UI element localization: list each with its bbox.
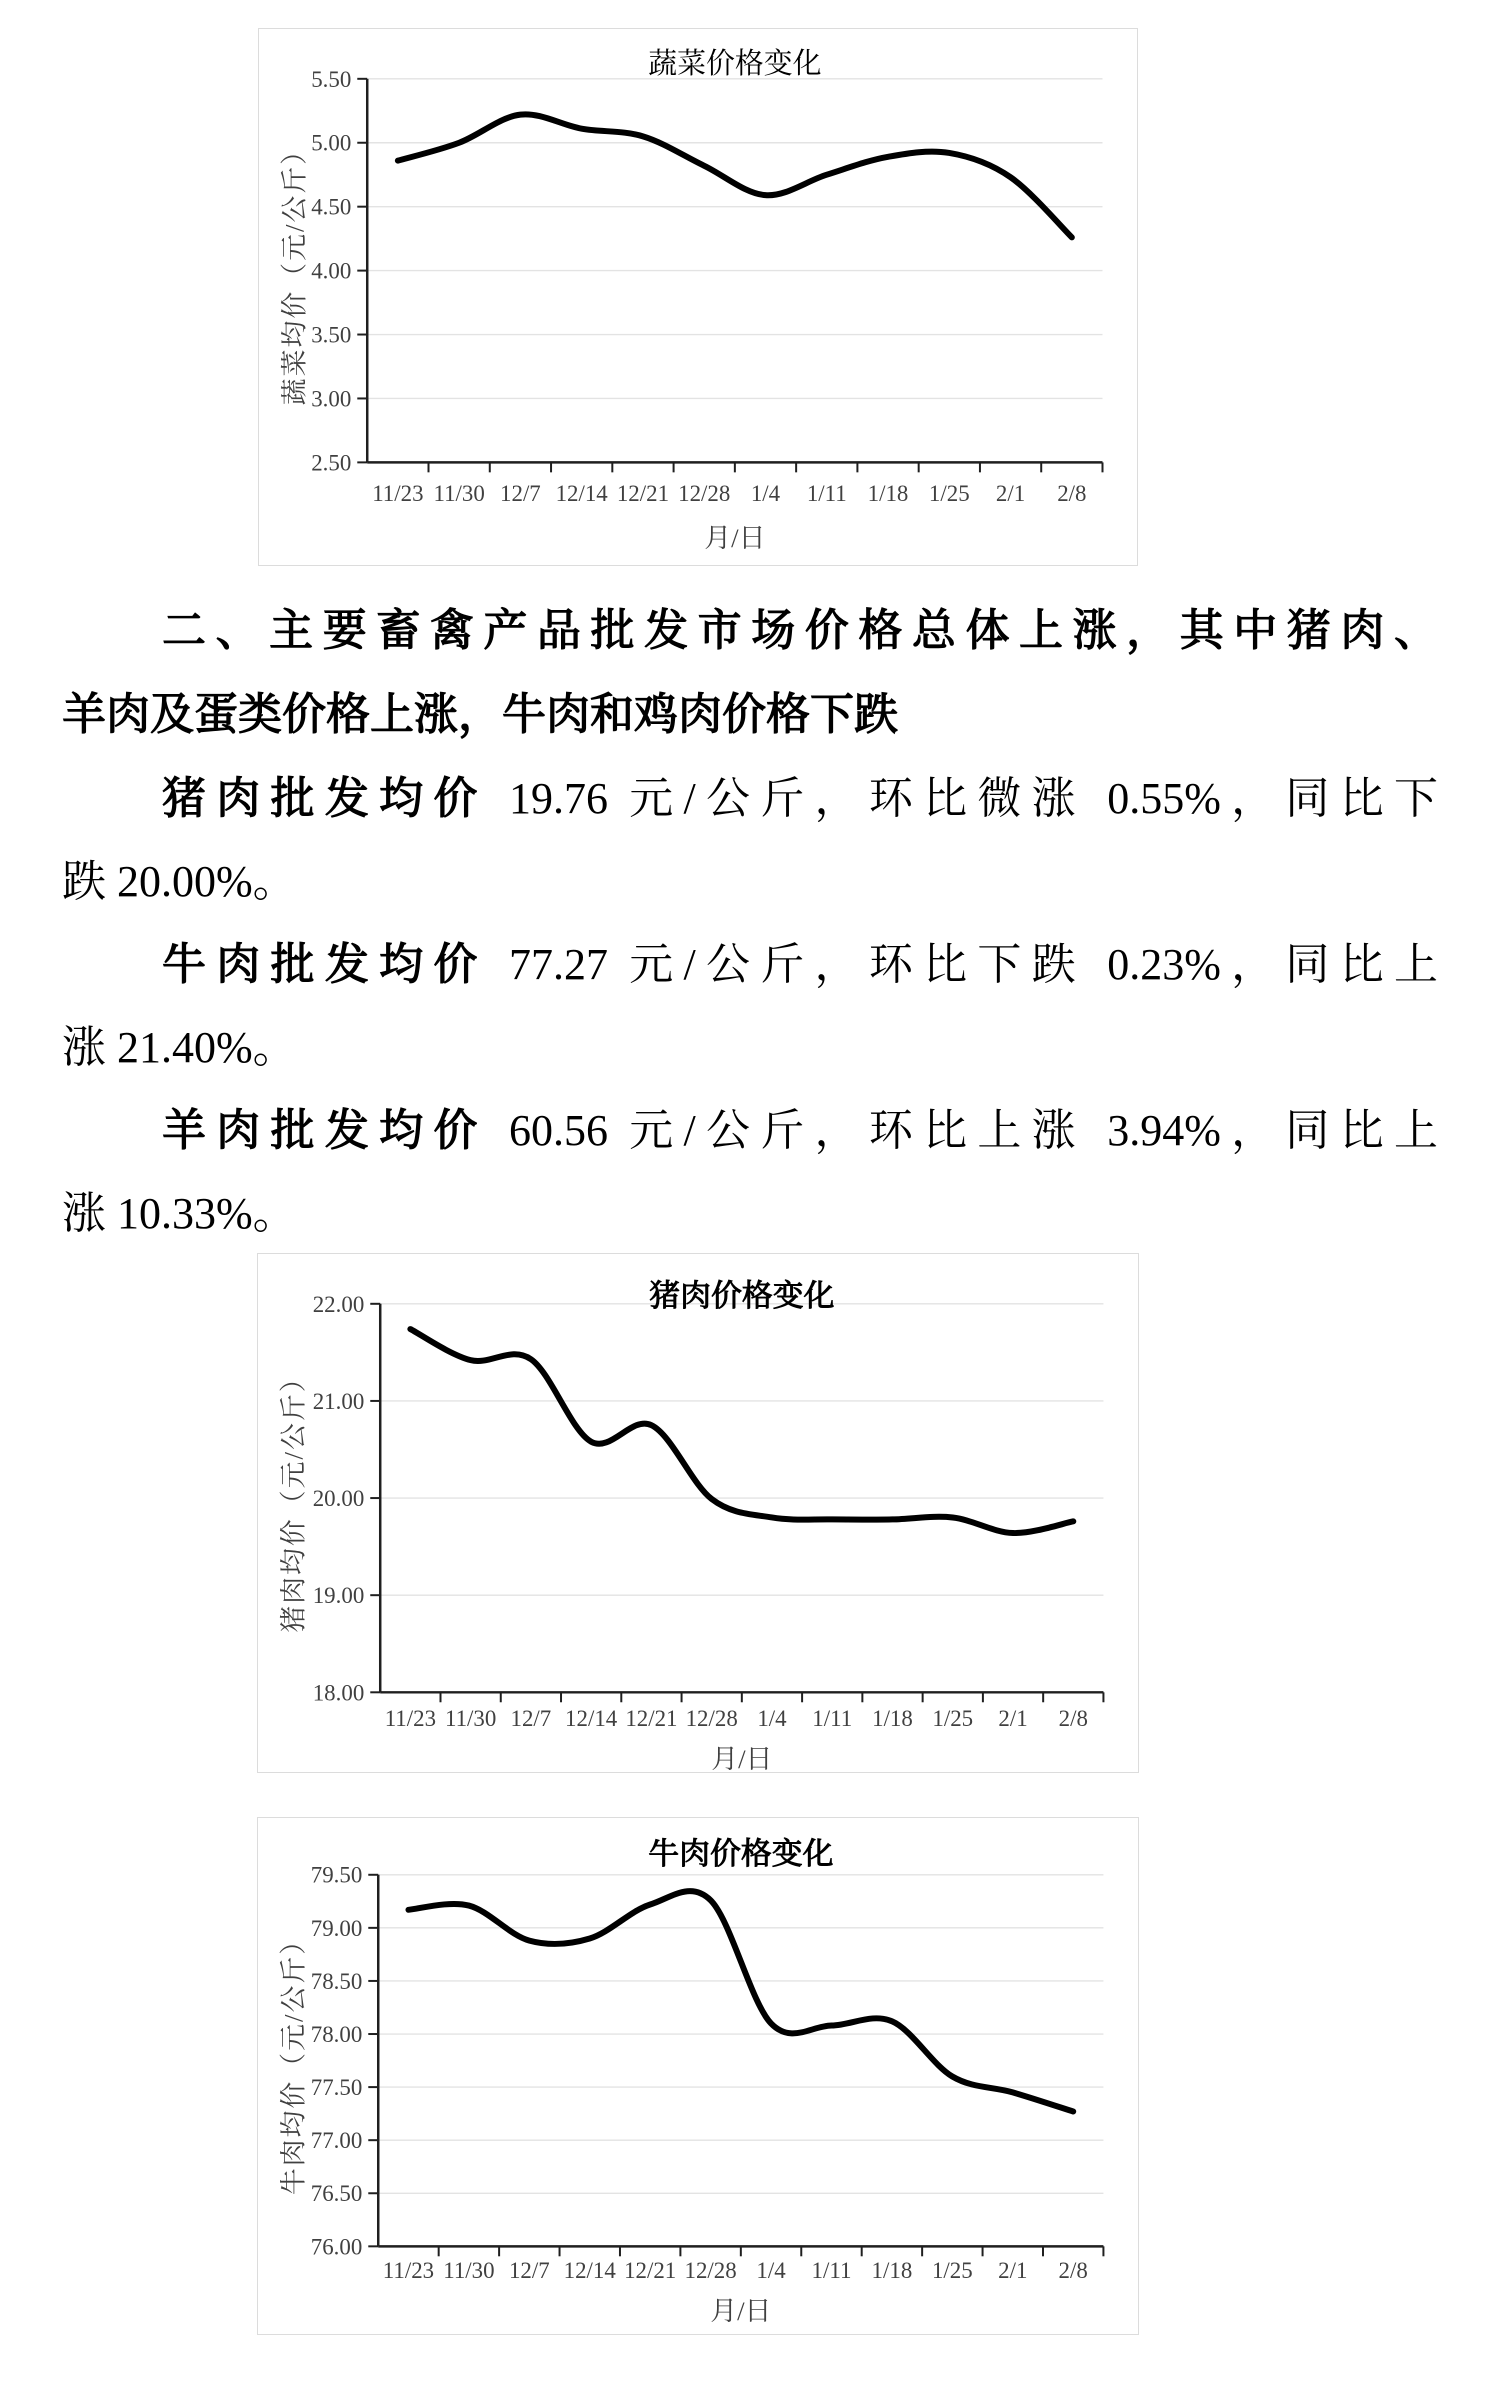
x-tick-label: 12/21	[625, 1706, 678, 1732]
beef-paragraph-line1	[62, 923, 1438, 1006]
x-tick-label: 11/23	[384, 1706, 437, 1732]
y-tick-label: 76.50	[310, 2181, 363, 2207]
y-axis-title: 猪肉均价（元/公斤）	[278, 1363, 309, 1633]
series-line	[398, 114, 1072, 237]
x-axis-title: 月/日	[710, 2296, 772, 2327]
series-line	[408, 1891, 1073, 2111]
y-tick-label: 79.00	[310, 1915, 363, 1941]
x-tick-label: 1/4	[756, 2258, 786, 2284]
x-tick-label: 12/21	[616, 481, 670, 507]
y-tick-label: 78.00	[310, 2021, 363, 2047]
section-heading-line2: 羊肉及蛋类价格上涨，牛肉和鸡肉价格下跌	[62, 690, 898, 739]
x-tick-label: 11/23	[382, 2258, 435, 2284]
y-tick-label: 5.50	[311, 66, 352, 92]
x-tick-label: 1/25	[931, 2258, 973, 2284]
x-tick-label: 12/14	[565, 1706, 618, 1732]
x-tick-label: 12/7	[508, 2258, 550, 2284]
y-tick-label: 5.00	[311, 130, 352, 156]
x-tick-label: 12/7	[500, 481, 541, 507]
x-tick-label: 11/23	[372, 481, 424, 507]
x-tick-label: 2/1	[998, 1706, 1028, 1732]
y-axis-title: 蔬菜均价（元/公斤）	[279, 135, 310, 406]
y-tick-label: 20.00	[312, 1486, 365, 1512]
y-tick-label: 18.00	[312, 1680, 365, 1706]
series-line	[410, 1329, 1073, 1533]
report-text-block	[62, 589, 1438, 1255]
y-tick-label: 77.00	[310, 2128, 363, 2154]
chart-title: 牛肉价格变化	[648, 1835, 834, 1871]
x-tick-label: 2/8	[1058, 2258, 1088, 2284]
x-tick-label: 2/8	[1058, 1706, 1088, 1732]
vegetable-price-chart-panel	[258, 28, 1138, 566]
pork-paragraph-line1	[62, 757, 1438, 840]
beef-paragraph-lead: 牛肉批发均价	[162, 940, 488, 989]
x-tick-label: 2/1	[998, 2258, 1028, 2284]
mutton-paragraph-line1	[62, 1089, 1438, 1172]
x-tick-label: 1/4	[757, 1706, 787, 1732]
x-tick-label: 1/18	[867, 481, 909, 507]
y-tick-label: 4.00	[311, 258, 352, 284]
mutton-paragraph-text: 60.56 元/公斤，环比上涨 3.94%，同比上	[487, 1106, 1438, 1155]
y-tick-label: 19.00	[312, 1583, 365, 1609]
x-tick-label: 12/14	[563, 2258, 616, 2284]
x-tick-label: 11/30	[444, 1706, 497, 1732]
pork-paragraph-text: 19.76 元/公斤，环比微涨 0.55%，同比下	[487, 774, 1438, 823]
y-tick-label: 78.50	[310, 1968, 363, 1994]
x-tick-label: 12/21	[624, 2258, 677, 2284]
y-tick-label: 22.00	[312, 1291, 365, 1317]
x-tick-label: 12/7	[510, 1706, 552, 1732]
beef-paragraph-line2: 涨 21.40%。	[62, 1023, 297, 1072]
beef-price-chart-panel	[257, 1817, 1139, 2335]
x-tick-label: 1/18	[872, 1706, 913, 1732]
x-tick-label: 1/11	[811, 2258, 852, 2284]
x-tick-label: 12/28	[678, 481, 731, 507]
x-axis-title: 月/日	[704, 523, 766, 554]
x-tick-label: 2/8	[1057, 481, 1087, 507]
pork-paragraph-lead: 猪肉批发均价	[162, 774, 488, 823]
y-tick-label: 77.50	[310, 2075, 363, 2101]
y-tick-label: 79.50	[310, 1862, 363, 1888]
y-tick-label: 2.50	[311, 450, 352, 476]
x-tick-label: 1/11	[806, 481, 847, 507]
x-tick-label: 1/25	[928, 481, 970, 507]
chart-title: 蔬菜价格变化	[648, 47, 822, 80]
vegetable-price-chart-svg	[259, 29, 1137, 565]
y-tick-label: 3.50	[311, 322, 352, 348]
mutton-paragraph-line2: 涨 10.33%。	[62, 1189, 297, 1238]
mutton-paragraph-lead: 羊肉批发均价	[162, 1106, 488, 1155]
x-tick-label: 12/28	[685, 1706, 738, 1732]
chart-title: 猪肉价格变化	[649, 1277, 835, 1313]
x-tick-label: 12/28	[684, 2258, 737, 2284]
beef-price-chart-svg	[258, 1818, 1138, 2334]
pork-price-chart-panel	[257, 1253, 1139, 1773]
x-tick-label: 1/25	[932, 1706, 974, 1732]
pork-paragraph-line2: 跌 20.00%。	[62, 857, 297, 906]
y-axis-title: 牛肉均价（元/公斤）	[278, 1925, 309, 2196]
x-tick-label: 1/11	[812, 1706, 853, 1732]
y-tick-label: 3.00	[311, 386, 352, 412]
section-heading-line1: 二、主要畜禽产品批发市场价格总体上涨，其中猪肉、	[162, 606, 1438, 655]
x-axis-title: 月/日	[711, 1744, 773, 1772]
x-tick-label: 11/30	[433, 481, 485, 507]
y-tick-label: 4.50	[311, 194, 352, 220]
x-tick-label: 1/4	[750, 481, 781, 507]
x-tick-label: 2/1	[995, 481, 1026, 507]
pork-price-chart-svg	[258, 1254, 1138, 1772]
x-tick-label: 1/18	[871, 2258, 913, 2284]
beef-paragraph-text: 77.27 元/公斤，环比下跌 0.23%，同比上	[487, 940, 1438, 989]
x-tick-label: 12/14	[555, 481, 608, 507]
y-tick-label: 21.00	[312, 1388, 365, 1414]
x-tick-label: 11/30	[443, 2258, 495, 2284]
y-tick-label: 76.00	[310, 2234, 363, 2260]
